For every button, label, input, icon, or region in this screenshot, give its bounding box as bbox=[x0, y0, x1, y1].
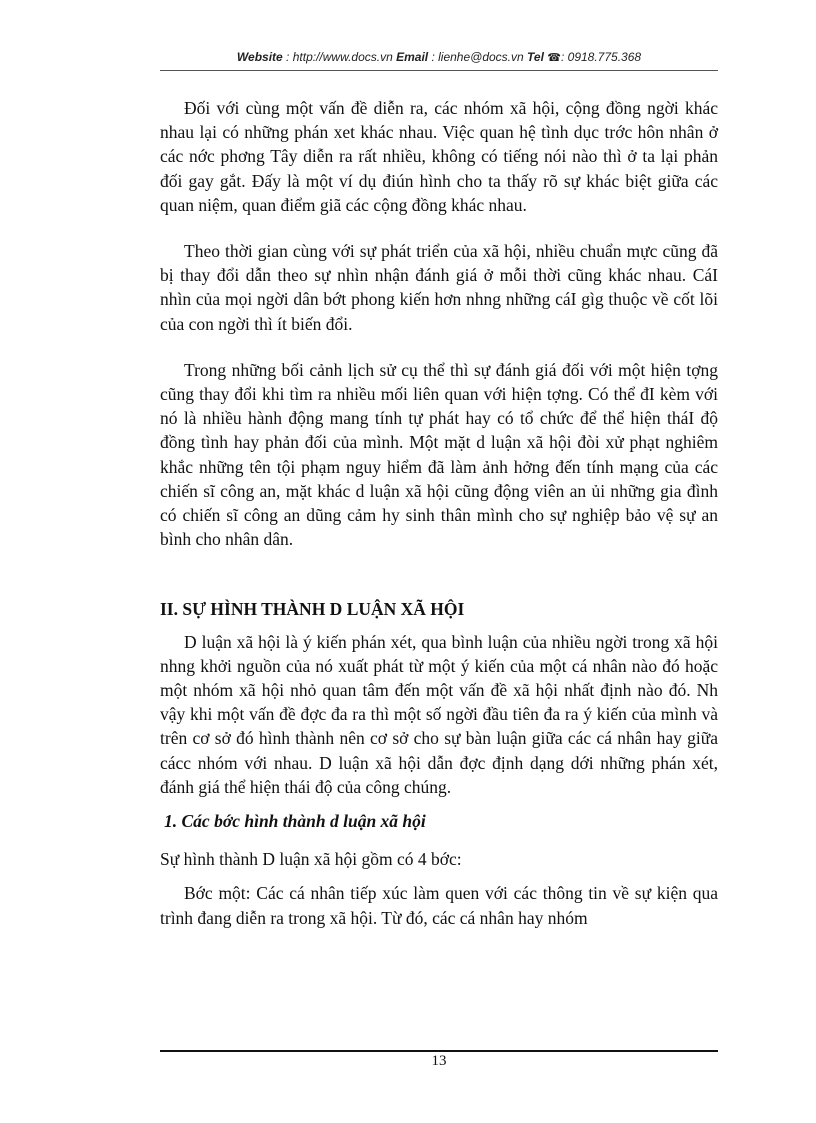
tel-value: : 0918.775.368 bbox=[560, 50, 642, 64]
paragraph-3: Trong những bối cảnh lịch sử cụ thể thì sự đánh giá đối với một hiện tợng cũng thay đổi khi tìm ra nhiều mối liên quan với hiện tợng. Có thể đI kèm với nó là nhiều hành động mang tính tự phát hay có tổ chức để thể hiện tháI độ đồng tình hay phản đối của mình. Một mặt d luận xã hội đòi xử phạt nghiêm khắc những tên tội phạm nguy hiểm đã làm ảnh hởng đến tính mạng của các chiến sĩ công an, mặt khác d luận xã hội cũng động viên an ủi những gia đình có chiến sĩ công an dũng cảm hy sinh thân mình cho sự nghiệp bảo vệ sự an bình cho nhân dân. bbox=[160, 359, 718, 550]
page-header bbox=[160, 50, 718, 64]
tel-label: Tel bbox=[527, 50, 544, 64]
email-value: : lienhe@docs.vn bbox=[428, 50, 528, 64]
website-value: : http://www.docs.vn bbox=[282, 50, 397, 64]
intro-line: Sự hình thành D luận xã hội gồm có 4 bớc: bbox=[160, 849, 462, 870]
page-number: 13 bbox=[431, 1053, 447, 1069]
header-rule bbox=[160, 70, 718, 71]
paragraph-1: Đối với cùng một vấn đề diễn ra, các nhóm xã hội, cộng đồng ngời khác nhau lại có những phán xet khác nhau. Việc quan hệ tình dục trớc hôn nhân ở các nớc phơng Tây diễn ra rất nhiều, không có tiếng nói nào thì ở ta lại phản đối gay gắt. Đấy là một ví dụ điún hình cho ta thấy rõ sự khác biệt giữa các quan niệm, quan điểm giã các cộng đồng khác nhau. bbox=[160, 98, 718, 215]
email-label: Email bbox=[396, 50, 429, 64]
section-heading: II. SỰ HÌNH THÀNH D LUẬN XÃ HỘI bbox=[160, 599, 465, 620]
step-paragraph: Bớc một: Các cá nhân tiếp xúc làm quen với các thông tin về sự kiện qua trình đang diễn ra trong xã hội. Từ đó, các cá nhân hay nhóm bbox=[160, 883, 718, 928]
phone-icon: ☎ bbox=[547, 52, 561, 64]
sub-heading: 1. Các bớc hình thành d luận xã hội bbox=[164, 811, 426, 832]
footer-rule bbox=[160, 1050, 718, 1052]
website-label: Website bbox=[236, 50, 283, 64]
paragraph-2: Theo thời gian cùng với sự phát triển của xã hội, nhiều chuẩn mực cũng đã bị thay đổi dẫn theo sự nhìn nhận đánh giá ở mỗi thời cũng khác nhau. CáI nhìn của mọi ngời dân bớt phong kiến hơn nhng những cáI gìg thuộc về cốt lõi của con ngời thì ít biến đổi. bbox=[160, 241, 718, 334]
section-paragraph: D luận xã hội là ý kiến phán xét, qua bình luận của nhiều ngời trong xã hội nhng khởi nguồn của nó xuất phát từ một ý kiến của một cá nhân nào đó hoặc một nhóm xã hội nhỏ quan tâm đến một vấn đề xã hội nhất định nào đó. Nh vậy khi một vấn đề đợc đa ra thì một số ngời đầu tiên đa ra ý kiến của mình và trên cơ sở đó hình thành nên cơ sở cho sự bàn luận giữa các cá nhân hay giữa cácc nhóm với nhau. D luận xã hội dẫn đợc định dạng dới những phán xét, đánh giá thể hiện thái độ của công chúng. bbox=[160, 631, 718, 797]
page-content bbox=[160, 96, 718, 952]
